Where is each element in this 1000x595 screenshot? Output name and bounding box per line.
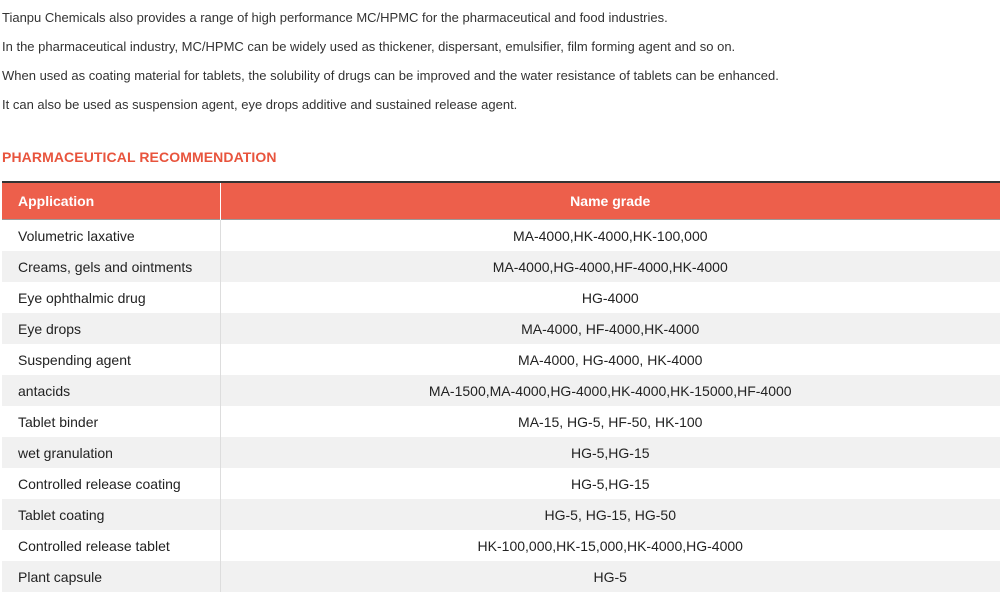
application-cell: Eye ophthalmic drug xyxy=(2,282,220,313)
grade-cell: HG-4000 xyxy=(220,282,1000,313)
recommendation-table xyxy=(2,181,1000,592)
application-cell: Controlled release tablet xyxy=(2,530,220,561)
table-row xyxy=(2,375,1000,406)
intro-paragraph: Tianpu Chemicals also provides a range of high performance MC/HPMC for the pharmaceutical and food industries. xyxy=(2,10,668,25)
column-header-application: Application xyxy=(2,182,220,220)
intro-text xyxy=(2,8,992,124)
table-row xyxy=(2,499,1000,530)
table-row xyxy=(2,530,1000,561)
application-cell: Eye drops xyxy=(2,313,220,344)
table-row xyxy=(2,344,1000,375)
table-row xyxy=(2,561,1000,592)
application-cell: Suspending agent xyxy=(2,344,220,375)
application-cell: antacids xyxy=(2,375,220,406)
column-header-name-grade: Name grade xyxy=(220,182,1000,220)
application-cell: Tablet coating xyxy=(2,499,220,530)
table-row xyxy=(2,220,1000,252)
grade-cell: HG-5,HG-15 xyxy=(220,437,1000,468)
intro-paragraph: It can also be used as suspension agent, eye drops additive and sustained release agent. xyxy=(2,97,518,112)
application-cell: Plant capsule xyxy=(2,561,220,592)
table-row xyxy=(2,313,1000,344)
application-cell: Creams, gels and ointments xyxy=(2,251,220,282)
table-header-row xyxy=(2,182,1000,220)
grade-cell: HG-5 xyxy=(220,561,1000,592)
table-row xyxy=(2,251,1000,282)
application-cell: wet granulation xyxy=(2,437,220,468)
application-cell: Controlled release coating xyxy=(2,468,220,499)
grade-cell: HK-100,000,HK-15,000,HK-4000,HG-4000 xyxy=(220,530,1000,561)
application-cell: Volumetric laxative xyxy=(2,220,220,252)
table-row xyxy=(2,282,1000,313)
intro-paragraph: When used as coating material for tablets, the solubility of drugs can be improved and the water resistance of tablets can be enhanced. xyxy=(2,68,779,83)
grade-cell: MA-15, HG-5, HF-50, HK-100 xyxy=(220,406,1000,437)
grade-cell: MA-4000, HG-4000, HK-4000 xyxy=(220,344,1000,375)
grade-cell: HG-5, HG-15, HG-50 xyxy=(220,499,1000,530)
section-title: PHARMACEUTICAL RECOMMENDATION xyxy=(2,149,277,165)
grade-cell: MA-4000,HK-4000,HK-100,000 xyxy=(220,220,1000,252)
grade-cell: MA-4000, HF-4000,HK-4000 xyxy=(220,313,1000,344)
grade-cell: HG-5,HG-15 xyxy=(220,468,1000,499)
grade-cell: MA-1500,MA-4000,HG-4000,HK-4000,HK-15000,HF-4000 xyxy=(220,375,1000,406)
intro-paragraph: In the pharmaceutical industry, MC/HPMC can be widely used as thickener, dispersant, emulsifier, film forming agent and so on. xyxy=(2,39,736,54)
grade-cell: MA-4000,HG-4000,HF-4000,HK-4000 xyxy=(220,251,1000,282)
table-row xyxy=(2,468,1000,499)
application-cell: Tablet binder xyxy=(2,406,220,437)
table-row xyxy=(2,437,1000,468)
table-row xyxy=(2,406,1000,437)
